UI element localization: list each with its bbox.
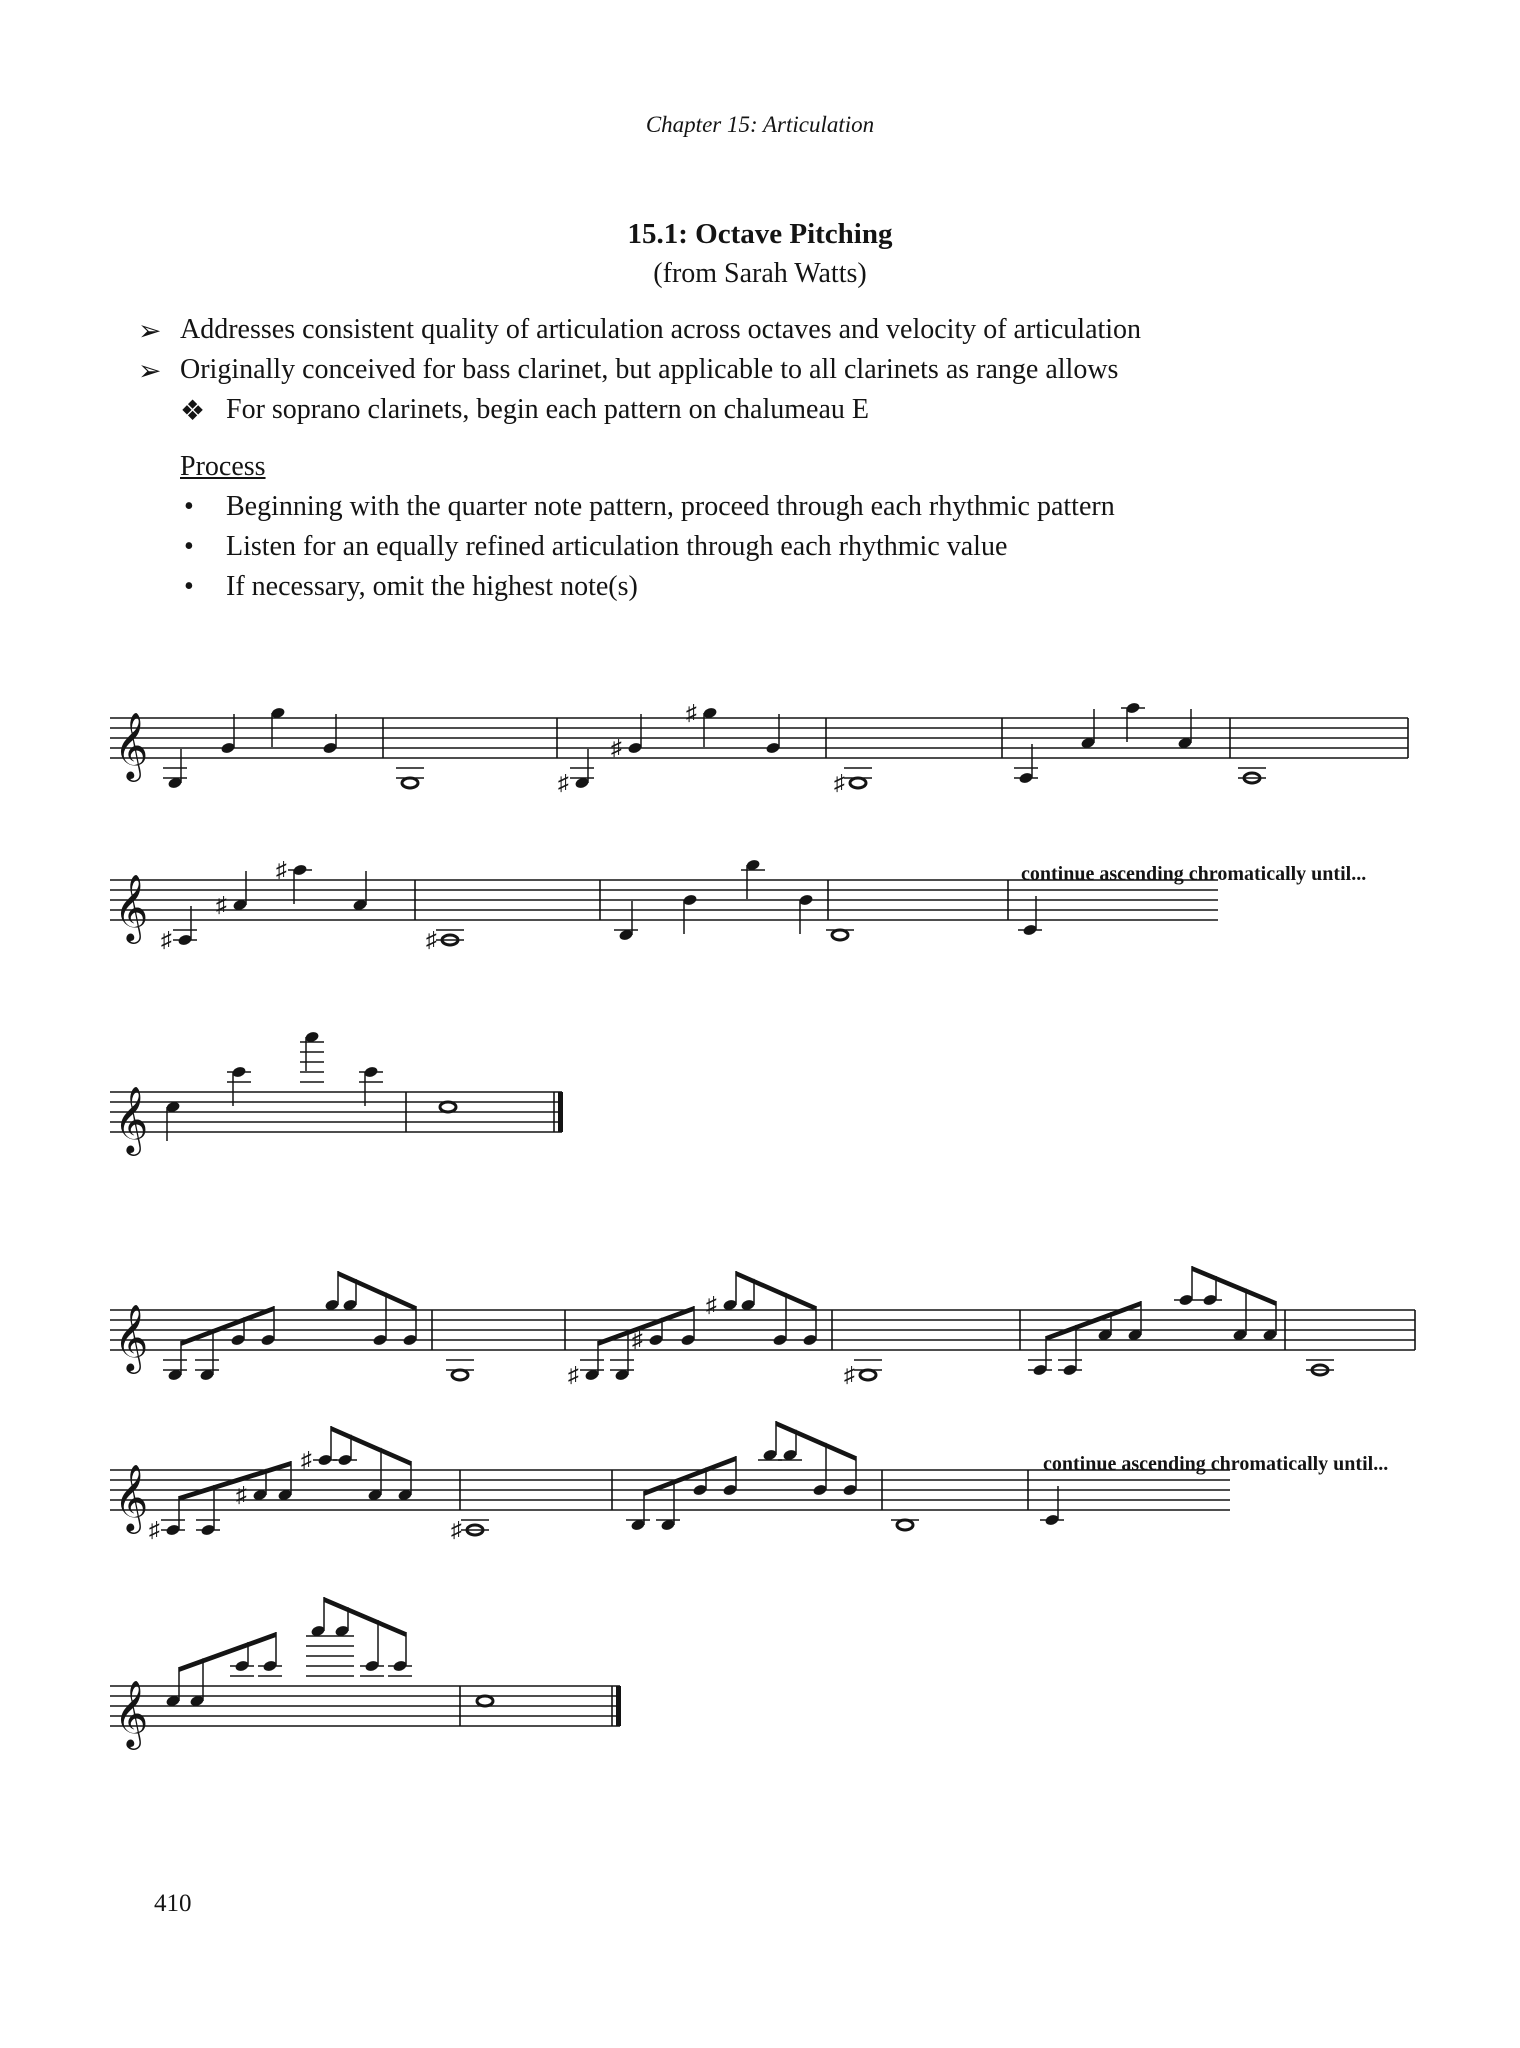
- arrow-bullet-icon: ➢: [138, 316, 162, 347]
- sharp-icon: ♯: [149, 1517, 160, 1542]
- beam: [1046, 1301, 1141, 1341]
- sharp-icon: ♯: [216, 892, 227, 917]
- dot-bullet-icon: •: [184, 531, 194, 562]
- sharp-icon: ♯: [834, 770, 845, 795]
- sharp-icon: ♯: [558, 770, 569, 795]
- treble-clef-icon: 𝄞: [114, 1465, 149, 1530]
- dot-bullet-icon: •: [184, 491, 194, 522]
- continue-text: continue ascending chromatically until...: [1021, 863, 1367, 885]
- section-title: 15.1: Octave Pitching: [627, 218, 893, 250]
- section-attribution: (from Sarah Watts): [653, 258, 867, 289]
- staff-systems: [110, 700, 1415, 1750]
- sharp-icon: ♯: [632, 1327, 643, 1352]
- continue-text: continue ascending chromatically until...: [1043, 1453, 1389, 1475]
- treble-clef-icon: 𝄞: [114, 875, 149, 940]
- beam: [179, 1461, 291, 1501]
- sharp-icon: ♯: [161, 927, 172, 952]
- whole-note: [402, 778, 418, 788]
- process-text: If necessary, omit the highest note(s): [226, 571, 638, 602]
- treble-clef-icon: 𝄞: [114, 1087, 149, 1152]
- sharp-icon: ♯: [568, 1362, 579, 1387]
- final-barline: [558, 1092, 563, 1132]
- process-text: Beginning with the quarter note pattern, proceed through each rhythmic pattern: [226, 491, 1115, 522]
- process-text: Listen for an equally refined articulation through each rhythmic value: [226, 531, 1008, 562]
- whole-note: [452, 1370, 468, 1380]
- whole-note: [477, 1696, 493, 1706]
- whole-note: [860, 1370, 876, 1380]
- sharp-icon: ♯: [276, 857, 287, 882]
- arrow-bullet-icon: ➢: [138, 356, 162, 387]
- whole-note: [440, 1102, 456, 1112]
- treble-clef-icon: 𝄞: [114, 713, 149, 778]
- diamond-bullet-icon: ❖: [180, 396, 206, 427]
- sharp-icon: ♯: [301, 1447, 312, 1472]
- sharp-icon: ♯: [451, 1517, 462, 1542]
- sharp-icon: ♯: [426, 927, 437, 952]
- process-heading: Process: [180, 451, 266, 482]
- sharp-icon: ♯: [706, 1292, 717, 1317]
- sharp-icon: ♯: [611, 735, 622, 760]
- bullet-text: Originally conceived for bass clarinet, but applicable to all clarinets as range allows: [180, 354, 1119, 385]
- page-number: 410: [154, 1890, 192, 1917]
- sharp-icon: ♯: [686, 700, 697, 725]
- bullet-text: Addresses consistent quality of articulation across octaves and velocity of articulation: [180, 314, 1142, 345]
- sharp-icon: ♯: [844, 1362, 855, 1387]
- final-barline: [616, 1686, 621, 1726]
- chapter-heading: Chapter 15: Articulation: [645, 112, 875, 137]
- sharp-icon: ♯: [236, 1482, 247, 1507]
- treble-clef-icon: 𝄞: [114, 1305, 149, 1370]
- whole-note: [832, 930, 848, 940]
- bullet-text: For soprano clarinets, begin each pattern on chalumeau E: [226, 394, 869, 425]
- whole-note: [850, 778, 866, 788]
- whole-note: [897, 1520, 913, 1530]
- dot-bullet-icon: •: [184, 571, 194, 602]
- treble-clef-icon: 𝄞: [114, 1681, 149, 1746]
